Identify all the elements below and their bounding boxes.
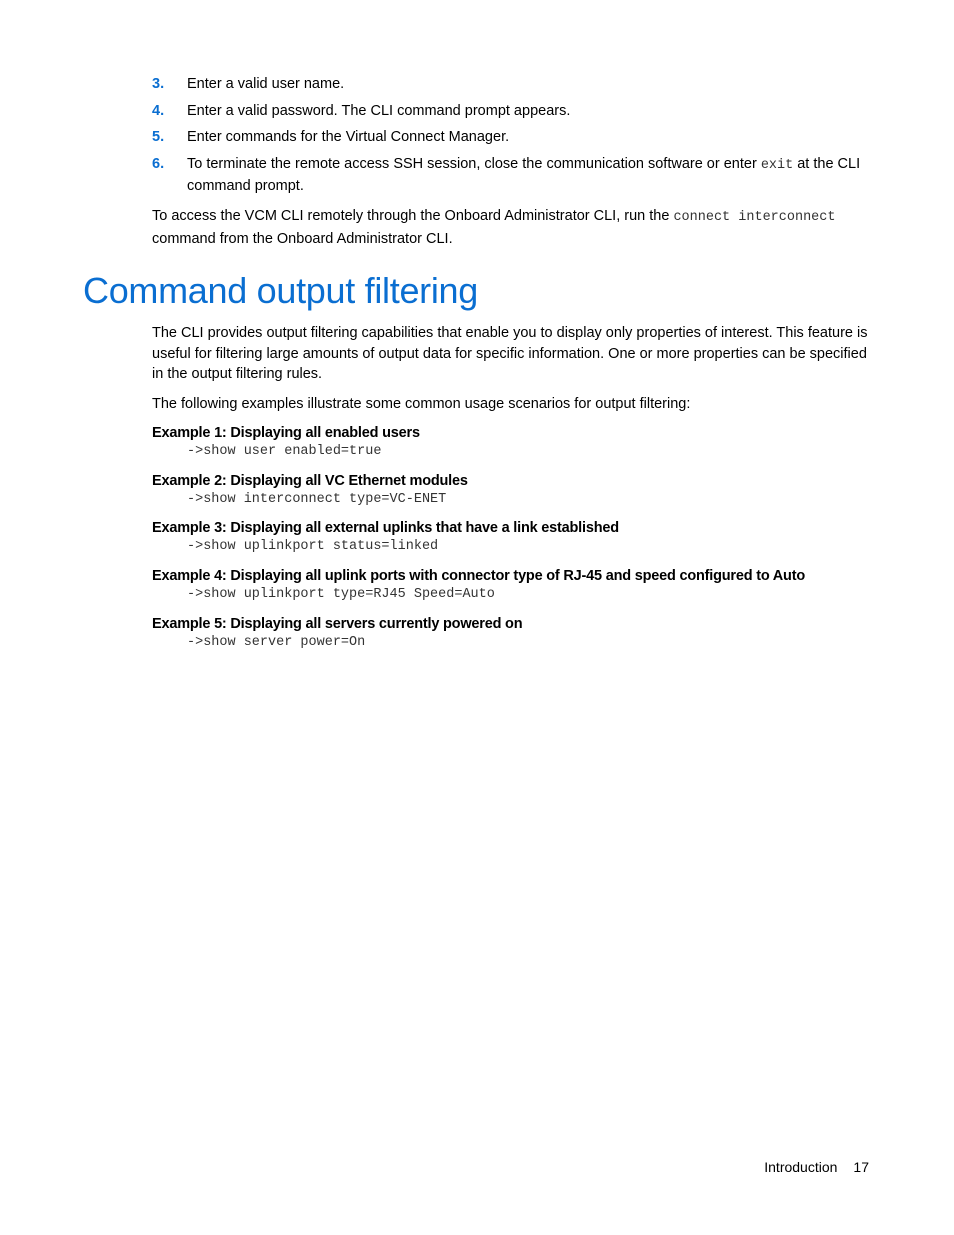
- example-code: ->show uplinkport status=linked: [187, 539, 439, 554]
- footer-section-name: Introduction: [764, 1159, 838, 1175]
- inline-code-connect-interconnect: connect interconnect: [673, 210, 836, 225]
- footer-page-number: 17: [853, 1159, 869, 1175]
- example-code: ->show user enabled=true: [187, 444, 382, 459]
- step-text: Enter a valid user name.: [187, 76, 345, 92]
- example-1: [152, 424, 872, 461]
- example-2: [152, 472, 872, 509]
- example-5: [152, 615, 872, 652]
- step-number: 6.: [152, 155, 165, 172]
- step-number: 5.: [152, 129, 165, 145]
- step-6: [152, 154, 872, 196]
- example-title: Example 5: Displaying all servers currently powered on: [152, 616, 523, 632]
- example-title: Example 4: Displaying all uplink ports with connector type of RJ-45 and speed configured to Auto: [152, 568, 805, 584]
- access-text-after: command from the Onboard Administrator CLI.: [152, 230, 453, 247]
- page-footer: [764, 1157, 869, 1177]
- inline-code-exit: exit: [760, 157, 794, 173]
- section-heading: Command output filtering: [83, 270, 479, 311]
- step-3: [152, 74, 872, 94]
- example-title: Example 3: Displaying all external uplinks that have a link established: [152, 520, 619, 536]
- step-number: 3.: [152, 76, 165, 92]
- step-text-before: To terminate the remote access SSH session, close the communication software or enter: [187, 155, 761, 172]
- procedure-steps: [152, 74, 872, 202]
- example-code: ->show server power=On: [187, 635, 366, 650]
- access-text-before: To access the VCM CLI remotely through the Onboard Administrator CLI, run the: [152, 208, 674, 224]
- access-paragraph: [152, 206, 872, 249]
- step-number: 4.: [152, 102, 165, 119]
- step-text: Enter commands for the Virtual Connect Manager.: [187, 129, 510, 145]
- step-text-after: at the CLI command prompt.: [187, 155, 861, 194]
- step-4: [152, 101, 872, 121]
- intro-paragraph-2: The following examples illustrate some common usage scenarios for output filtering:: [152, 396, 691, 412]
- step-text: Enter a valid password. The CLI command prompt appears.: [187, 102, 571, 119]
- example-title: Example 1: Displaying all enabled users: [152, 425, 420, 441]
- step-text: [187, 154, 872, 196]
- intro-paragraph: The CLI provides output filtering capabilities that enable you to display only properties of interest. This feature is useful for filtering large amounts of output data for specific information. One or more properties can be specified in the output filtering rules.: [152, 325, 868, 382]
- example-3: [152, 519, 872, 556]
- example-code: ->show uplinkport type=RJ45 Speed=Auto: [187, 587, 495, 602]
- step-5: [152, 127, 872, 147]
- example-title: Example 2: Displaying all VC Ethernet modules: [152, 473, 468, 489]
- example-code: ->show interconnect type=VC-ENET: [187, 492, 447, 507]
- example-4: [152, 567, 872, 604]
